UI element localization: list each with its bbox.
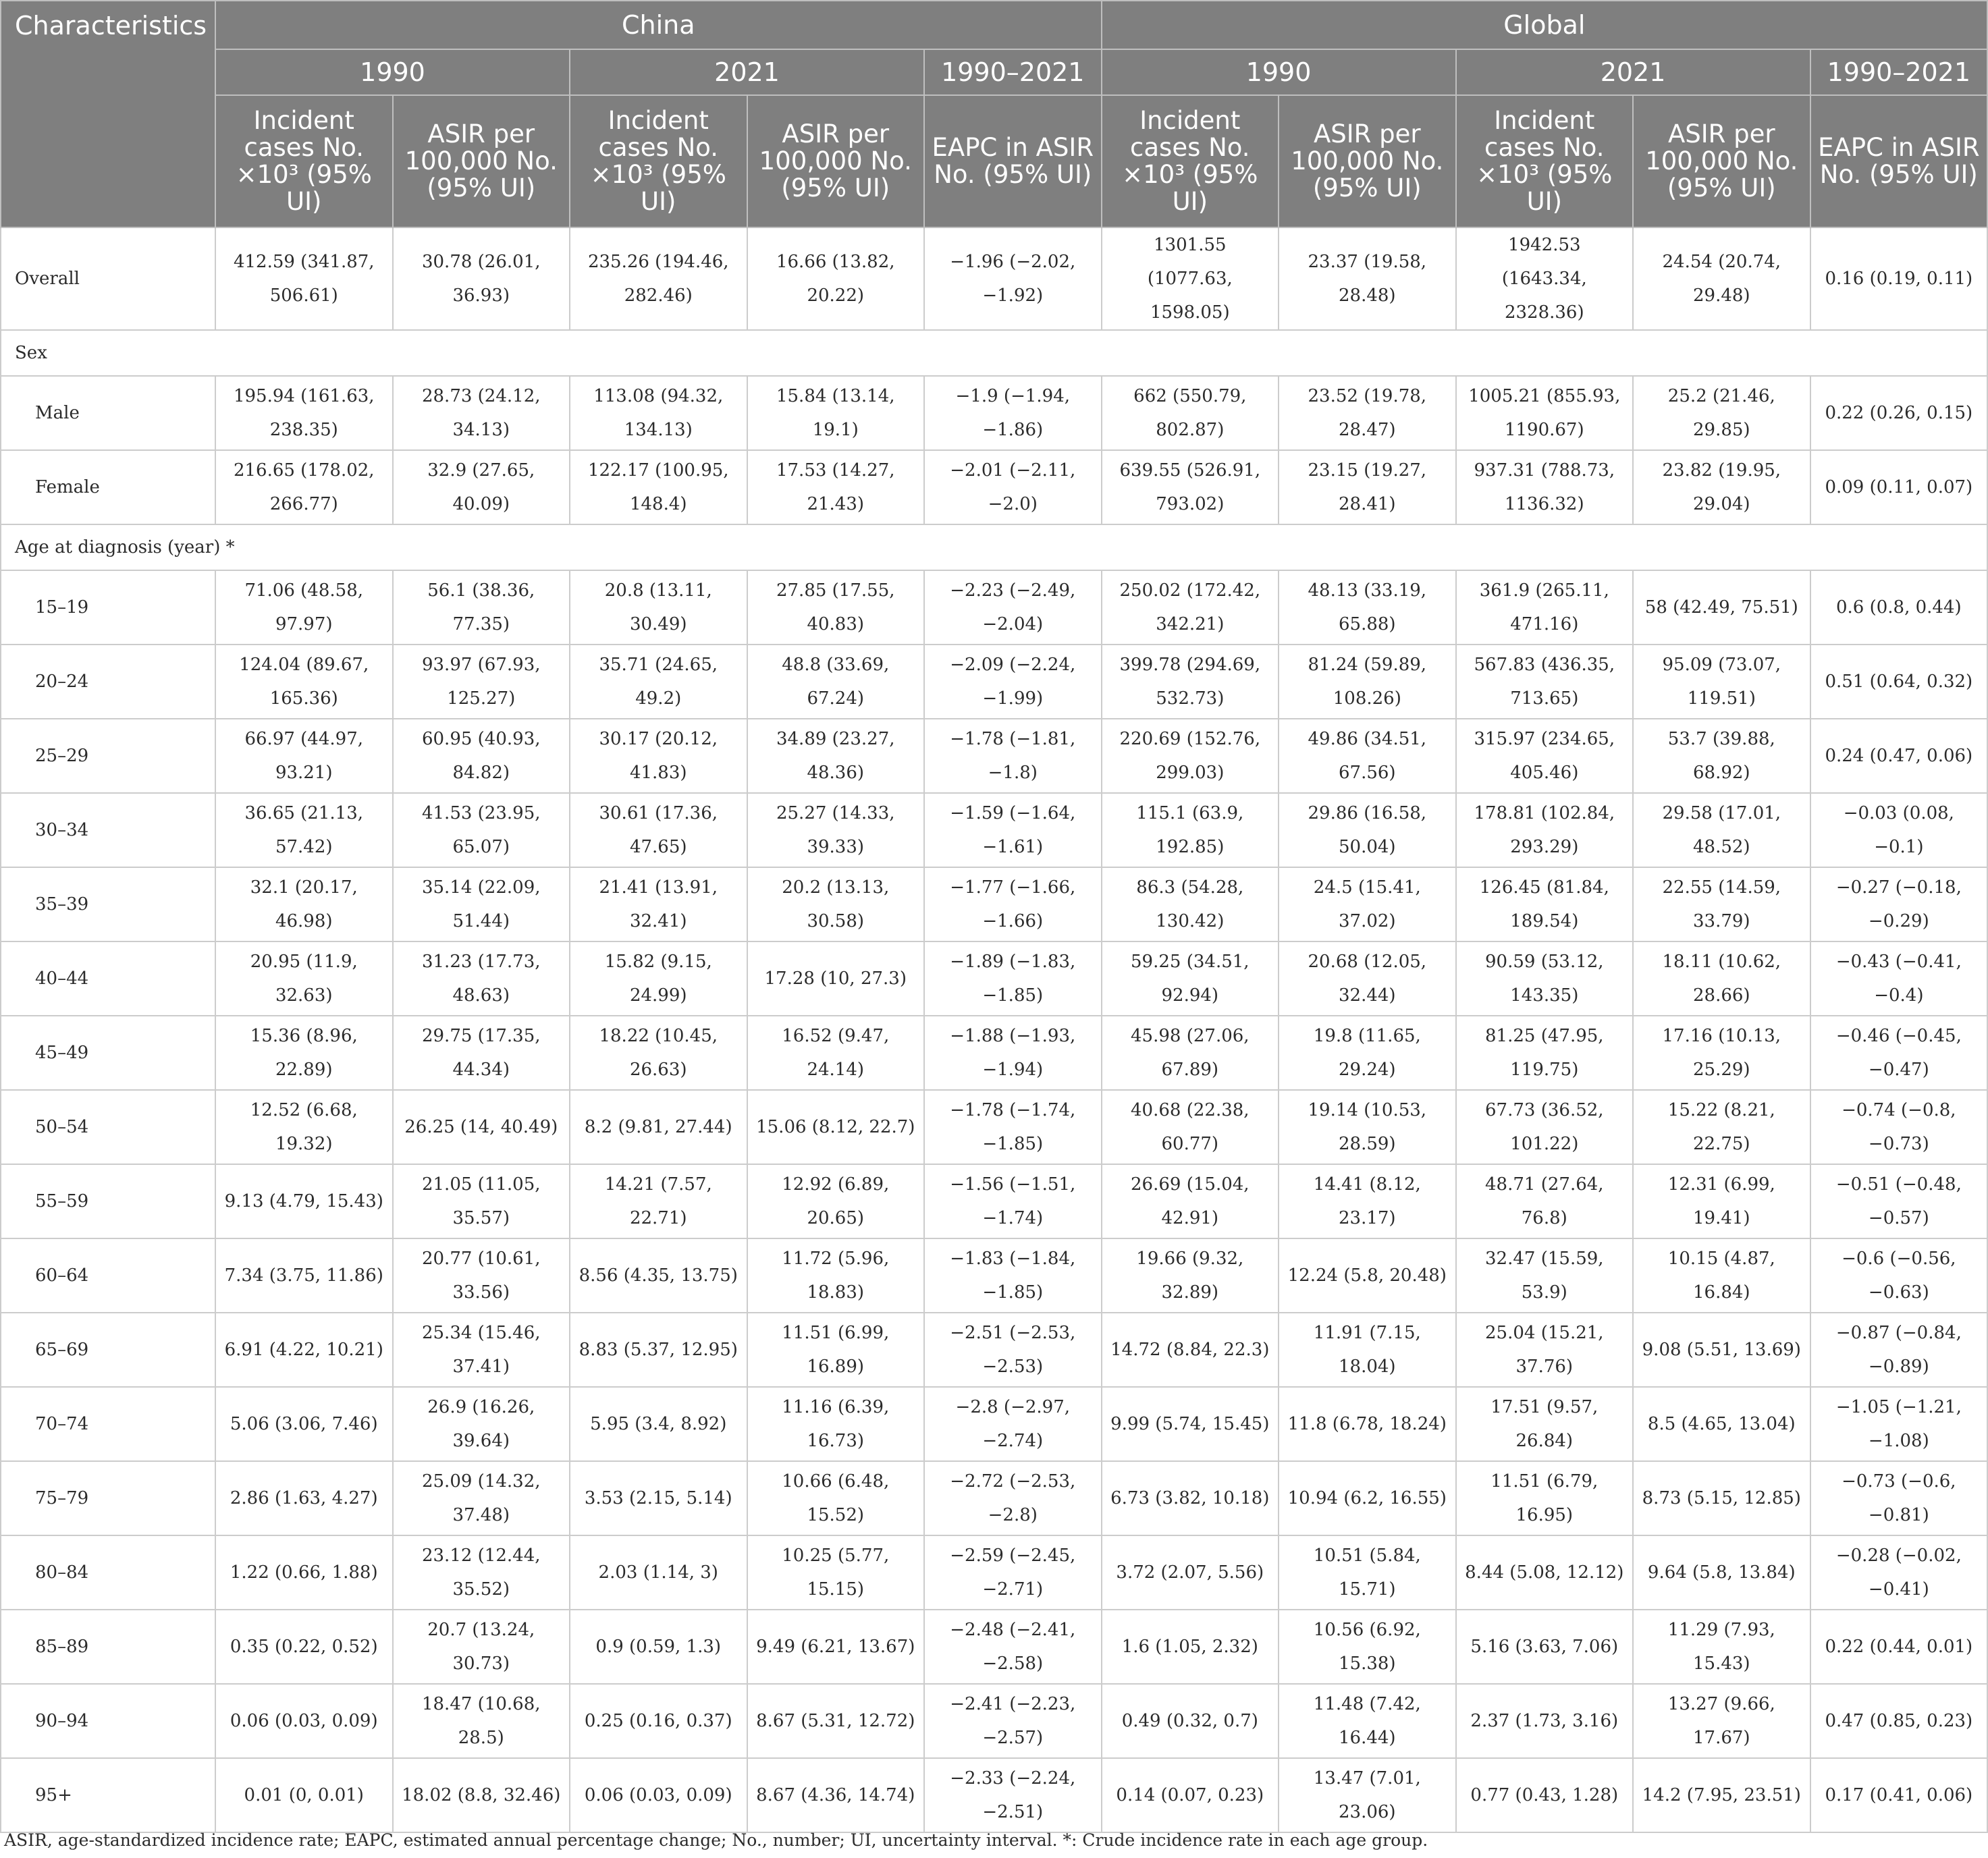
table-cell: 10.94 (6.2, 16.55) bbox=[1279, 1461, 1456, 1535]
table-cell: 26.9 (16.26, 39.64) bbox=[393, 1387, 570, 1461]
table-cell: 18.22 (10.45, 26.63) bbox=[570, 1016, 747, 1090]
table-cell: 9.99 (5.74, 15.45) bbox=[1102, 1387, 1279, 1461]
table-cell: 48.13 (33.19, 65.88) bbox=[1279, 570, 1456, 645]
table-cell: 30.17 (20.12, 41.83) bbox=[570, 719, 747, 793]
table-cell: 14.41 (8.12, 23.17) bbox=[1279, 1164, 1456, 1238]
table-cell: −1.77 (−1.66, −1.66) bbox=[924, 867, 1102, 941]
table-cell: 412.59 (341.87, 506.61) bbox=[215, 227, 393, 330]
section-label: Sex bbox=[1, 330, 1987, 376]
row-label: 20–24 bbox=[1, 645, 215, 719]
metric-header: ASIR per 100,000 No. (95% UI) bbox=[1633, 95, 1810, 227]
metric-header: Incident cases No. ×10³ (95% UI) bbox=[1456, 95, 1634, 227]
table-cell: −0.28 (−0.02, −0.41) bbox=[1810, 1535, 1988, 1610]
row-label: 70–74 bbox=[1, 1387, 215, 1461]
table-cell: 15.36 (8.96, 22.89) bbox=[215, 1016, 393, 1090]
table-cell: 5.16 (3.63, 7.06) bbox=[1456, 1610, 1634, 1684]
table-cell: 2.86 (1.63, 4.27) bbox=[215, 1461, 393, 1535]
table-cell: 10.56 (6.92, 15.38) bbox=[1279, 1610, 1456, 1684]
metric-header: ASIR per 100,000 No. (95% UI) bbox=[1279, 95, 1456, 227]
table-cell: 0.06 (0.03, 0.09) bbox=[570, 1758, 747, 1832]
table-cell: 81.25 (47.95, 119.75) bbox=[1456, 1016, 1634, 1090]
table-cell: 399.78 (294.69, 532.73) bbox=[1102, 645, 1279, 719]
row-label: 80–84 bbox=[1, 1535, 215, 1610]
table-cell: 32.9 (27.65, 40.09) bbox=[393, 450, 570, 524]
table-cell: −0.27 (−0.18, −0.29) bbox=[1810, 867, 1988, 941]
table-row bbox=[1, 867, 1987, 941]
table-row bbox=[1, 1313, 1987, 1387]
table-cell: 10.66 (6.48, 15.52) bbox=[747, 1461, 925, 1535]
section-row bbox=[1, 524, 1987, 570]
table-cell: 24.5 (15.41, 37.02) bbox=[1279, 867, 1456, 941]
table-cell: 126.45 (81.84, 189.54) bbox=[1456, 867, 1634, 941]
table-cell: 67.73 (36.52, 101.22) bbox=[1456, 1090, 1634, 1164]
table-cell: 9.49 (6.21, 13.67) bbox=[747, 1610, 925, 1684]
table-row bbox=[1, 450, 1987, 524]
table-cell: 30.61 (17.36, 47.65) bbox=[570, 793, 747, 867]
table-cell: 17.51 (9.57, 26.84) bbox=[1456, 1387, 1634, 1461]
row-label: Female bbox=[1, 450, 215, 524]
group-header-global: Global bbox=[1102, 1, 1988, 49]
year-header: 1990 bbox=[215, 49, 570, 95]
table-row bbox=[1, 227, 1987, 330]
year-header: 1990–2021 bbox=[924, 49, 1102, 95]
table-cell: −2.8 (−2.97, −2.74) bbox=[924, 1387, 1102, 1461]
table-cell: 2.03 (1.14, 3) bbox=[570, 1535, 747, 1610]
table-row bbox=[1, 645, 1987, 719]
table-cell: 1005.21 (855.93, 1190.67) bbox=[1456, 376, 1634, 450]
table-cell: −2.48 (−2.41, −2.58) bbox=[924, 1610, 1102, 1684]
table-cell: 8.73 (5.15, 12.85) bbox=[1633, 1461, 1810, 1535]
table-cell: 48.71 (27.64, 76.8) bbox=[1456, 1164, 1634, 1238]
table-row bbox=[1, 1090, 1987, 1164]
row-label: 65–69 bbox=[1, 1313, 215, 1387]
table-cell: 11.91 (7.15, 18.04) bbox=[1279, 1313, 1456, 1387]
table-cell: 53.7 (39.88, 68.92) bbox=[1633, 719, 1810, 793]
table-cell: 16.52 (9.47, 24.14) bbox=[747, 1016, 925, 1090]
table-cell: 15.22 (8.21, 22.75) bbox=[1633, 1090, 1810, 1164]
table-cell: 122.17 (100.95, 148.4) bbox=[570, 450, 747, 524]
table-cell: 2.37 (1.73, 3.16) bbox=[1456, 1684, 1634, 1758]
table-cell: −2.09 (−2.24, −1.99) bbox=[924, 645, 1102, 719]
table-cell: 0.22 (0.26, 0.15) bbox=[1810, 376, 1988, 450]
table-cell: −1.9 (−1.94, −1.86) bbox=[924, 376, 1102, 450]
table-cell: 216.65 (178.02, 266.77) bbox=[215, 450, 393, 524]
year-header: 2021 bbox=[1456, 49, 1810, 95]
table-cell: −1.88 (−1.93, −1.94) bbox=[924, 1016, 1102, 1090]
table-cell: 20.8 (13.11, 30.49) bbox=[570, 570, 747, 645]
table-cell: −0.6 (−0.56, −0.63) bbox=[1810, 1238, 1988, 1313]
table-cell: 15.82 (9.15, 24.99) bbox=[570, 941, 747, 1016]
table-cell: 29.75 (17.35, 44.34) bbox=[393, 1016, 570, 1090]
table-cell: 36.65 (21.13, 57.42) bbox=[215, 793, 393, 867]
table-cell: 10.25 (5.77, 15.15) bbox=[747, 1535, 925, 1610]
table-cell: −0.43 (−0.41, −0.4) bbox=[1810, 941, 1988, 1016]
table-cell: 15.06 (8.12, 22.7) bbox=[747, 1090, 925, 1164]
table-cell: 0.24 (0.47, 0.06) bbox=[1810, 719, 1988, 793]
table-cell: 40.68 (22.38, 60.77) bbox=[1102, 1090, 1279, 1164]
table-cell: 1.22 (0.66, 1.88) bbox=[215, 1535, 393, 1610]
table-cell: 195.94 (161.63, 238.35) bbox=[215, 376, 393, 450]
section-row bbox=[1, 330, 1987, 376]
table-cell: 30.78 (26.01, 36.93) bbox=[393, 227, 570, 330]
table-cell: 20.77 (10.61, 33.56) bbox=[393, 1238, 570, 1313]
table-cell: −1.78 (−1.74, −1.85) bbox=[924, 1090, 1102, 1164]
table-cell: 17.16 (10.13, 25.29) bbox=[1633, 1016, 1810, 1090]
table-cell: 90.59 (53.12, 143.35) bbox=[1456, 941, 1634, 1016]
table-cell: 34.89 (23.27, 48.36) bbox=[747, 719, 925, 793]
table-cell: 12.24 (5.8, 20.48) bbox=[1279, 1238, 1456, 1313]
table-cell: −2.41 (−2.23, −2.57) bbox=[924, 1684, 1102, 1758]
table-cell: 19.66 (9.32, 32.89) bbox=[1102, 1238, 1279, 1313]
table-cell: 178.81 (102.84, 293.29) bbox=[1456, 793, 1634, 867]
row-label: 50–54 bbox=[1, 1090, 215, 1164]
table-row bbox=[1, 1535, 1987, 1610]
table-body bbox=[1, 227, 1987, 1832]
table-row bbox=[1, 793, 1987, 867]
table-cell: 24.54 (20.74, 29.48) bbox=[1633, 227, 1810, 330]
table-cell: 12.31 (6.99, 19.41) bbox=[1633, 1164, 1810, 1238]
row-label: 85–89 bbox=[1, 1610, 215, 1684]
table-cell: 93.97 (67.93, 125.27) bbox=[393, 645, 570, 719]
table-cell: −1.89 (−1.83, −1.85) bbox=[924, 941, 1102, 1016]
table-cell: 95.09 (73.07, 119.51) bbox=[1633, 645, 1810, 719]
table-cell: −2.72 (−2.53, −2.8) bbox=[924, 1461, 1102, 1535]
row-label: 45–49 bbox=[1, 1016, 215, 1090]
table-cell: 19.8 (11.65, 29.24) bbox=[1279, 1016, 1456, 1090]
table-cell: 250.02 (172.42, 342.21) bbox=[1102, 570, 1279, 645]
table-row bbox=[1, 941, 1987, 1016]
table-cell: 8.83 (5.37, 12.95) bbox=[570, 1313, 747, 1387]
table-cell: 0.17 (0.41, 0.06) bbox=[1810, 1758, 1988, 1832]
table-cell: 315.97 (234.65, 405.46) bbox=[1456, 719, 1634, 793]
table-cell: 25.04 (15.21, 37.76) bbox=[1456, 1313, 1634, 1387]
table-cell: 113.08 (94.32, 134.13) bbox=[570, 376, 747, 450]
table-cell: 8.56 (4.35, 13.75) bbox=[570, 1238, 747, 1313]
group-header-china: China bbox=[215, 1, 1102, 49]
table-cell: 25.34 (15.46, 37.41) bbox=[393, 1313, 570, 1387]
table-row bbox=[1, 376, 1987, 450]
section-label: Age at diagnosis (year) * bbox=[1, 524, 1987, 570]
table-cell: 11.51 (6.99, 16.89) bbox=[747, 1313, 925, 1387]
table-row bbox=[1, 719, 1987, 793]
table-cell: 0.16 (0.19, 0.11) bbox=[1810, 227, 1988, 330]
table-cell: 9.08 (5.51, 13.69) bbox=[1633, 1313, 1810, 1387]
table-row bbox=[1, 1461, 1987, 1535]
table-cell: 0.51 (0.64, 0.32) bbox=[1810, 645, 1988, 719]
table-cell: −0.46 (−0.45, −0.47) bbox=[1810, 1016, 1988, 1090]
row-label: Overall bbox=[1, 227, 215, 330]
table-cell: −0.73 (−0.6, −0.81) bbox=[1810, 1461, 1988, 1535]
table-cell: 66.97 (44.97, 93.21) bbox=[215, 719, 393, 793]
table-footnote: ASIR, age-standardized incidence rate; EAPC, estimated annual percentage change; No., number; UI, uncertainty interval. *: Crude incidence rate in each age group. bbox=[4, 1830, 1428, 1850]
table-cell: 16.66 (13.82, 20.22) bbox=[747, 227, 925, 330]
table-cell: 0.01 (0, 0.01) bbox=[215, 1758, 393, 1832]
metric-header: Incident cases No. ×10³ (95% UI) bbox=[215, 95, 393, 227]
table-cell: 29.86 (16.58, 50.04) bbox=[1279, 793, 1456, 867]
table-cell: 1301.55 (1077.63, 1598.05) bbox=[1102, 227, 1279, 330]
row-label: 90–94 bbox=[1, 1684, 215, 1758]
table-cell: −1.83 (−1.84, −1.85) bbox=[924, 1238, 1102, 1313]
metric-header: ASIR per 100,000 No. (95% UI) bbox=[393, 95, 570, 227]
table-cell: 21.41 (13.91, 32.41) bbox=[570, 867, 747, 941]
table-cell: −2.23 (−2.49, −2.04) bbox=[924, 570, 1102, 645]
table-cell: 662 (550.79, 802.87) bbox=[1102, 376, 1279, 450]
table-cell: 14.21 (7.57, 22.71) bbox=[570, 1164, 747, 1238]
metric-header: EAPC in ASIR No. (95% UI) bbox=[924, 95, 1102, 227]
table-cell: 1942.53 (1643.34, 2328.36) bbox=[1456, 227, 1634, 330]
table-cell: 9.13 (4.79, 15.43) bbox=[215, 1164, 393, 1238]
table-cell: −0.87 (−0.84, −0.89) bbox=[1810, 1313, 1988, 1387]
table-cell: 5.06 (3.06, 7.46) bbox=[215, 1387, 393, 1461]
table-cell: 59.25 (34.51, 92.94) bbox=[1102, 941, 1279, 1016]
table-cell: 7.34 (3.75, 11.86) bbox=[215, 1238, 393, 1313]
table-row bbox=[1, 1016, 1987, 1090]
table-row bbox=[1, 1610, 1987, 1684]
table-cell: 60.95 (40.93, 84.82) bbox=[393, 719, 570, 793]
table-cell: 220.69 (152.76, 299.03) bbox=[1102, 719, 1279, 793]
table-cell: 27.85 (17.55, 40.83) bbox=[747, 570, 925, 645]
row-label: 95+ bbox=[1, 1758, 215, 1832]
table-cell: 235.26 (194.46, 282.46) bbox=[570, 227, 747, 330]
table-cell: 17.28 (10, 27.3) bbox=[747, 941, 925, 1016]
table-cell: 6.73 (3.82, 10.18) bbox=[1102, 1461, 1279, 1535]
table-cell: −0.51 (−0.48, −0.57) bbox=[1810, 1164, 1988, 1238]
table-cell: 12.52 (6.68, 19.32) bbox=[215, 1090, 393, 1164]
row-label: 35–39 bbox=[1, 867, 215, 941]
table-cell: 45.98 (27.06, 67.89) bbox=[1102, 1016, 1279, 1090]
table-cell: 23.37 (19.58, 28.48) bbox=[1279, 227, 1456, 330]
table-row bbox=[1, 570, 1987, 645]
characteristics-header: Characteristics bbox=[1, 1, 215, 227]
table-cell: 48.8 (33.69, 67.24) bbox=[747, 645, 925, 719]
table-cell: 56.1 (38.36, 77.35) bbox=[393, 570, 570, 645]
table-cell: 29.58 (17.01, 48.52) bbox=[1633, 793, 1810, 867]
table-cell: 28.73 (24.12, 34.13) bbox=[393, 376, 570, 450]
table-cell: 115.1 (63.9, 192.85) bbox=[1102, 793, 1279, 867]
table-cell: 10.15 (4.87, 16.84) bbox=[1633, 1238, 1810, 1313]
table-cell: 8.44 (5.08, 12.12) bbox=[1456, 1535, 1634, 1610]
table-cell: 26.25 (14, 40.49) bbox=[393, 1090, 570, 1164]
row-label: 40–44 bbox=[1, 941, 215, 1016]
table-cell: −2.51 (−2.53, −2.53) bbox=[924, 1313, 1102, 1387]
table-cell: 0.6 (0.8, 0.44) bbox=[1810, 570, 1988, 645]
table-cell: 20.68 (12.05, 32.44) bbox=[1279, 941, 1456, 1016]
table-row bbox=[1, 1238, 1987, 1313]
table-cell: 49.86 (34.51, 67.56) bbox=[1279, 719, 1456, 793]
table-cell: 639.55 (526.91, 793.02) bbox=[1102, 450, 1279, 524]
table-cell: 14.2 (7.95, 23.51) bbox=[1633, 1758, 1810, 1832]
table-cell: 17.53 (14.27, 21.43) bbox=[747, 450, 925, 524]
table-cell: 8.5 (4.65, 13.04) bbox=[1633, 1387, 1810, 1461]
table-cell: −1.59 (−1.64, −1.61) bbox=[924, 793, 1102, 867]
table-cell: 0.14 (0.07, 0.23) bbox=[1102, 1758, 1279, 1832]
table-cell: 10.51 (5.84, 15.71) bbox=[1279, 1535, 1456, 1610]
table-cell: 8.67 (4.36, 14.74) bbox=[747, 1758, 925, 1832]
row-label: 30–34 bbox=[1, 793, 215, 867]
table-cell: 12.92 (6.89, 20.65) bbox=[747, 1164, 925, 1238]
table-cell: −1.56 (−1.51, −1.74) bbox=[924, 1164, 1102, 1238]
metric-header: Incident cases No. ×10³ (95% UI) bbox=[570, 95, 747, 227]
table-cell: 35.71 (24.65, 49.2) bbox=[570, 645, 747, 719]
table-cell: 32.47 (15.59, 53.9) bbox=[1456, 1238, 1634, 1313]
table-cell: 31.23 (17.73, 48.63) bbox=[393, 941, 570, 1016]
table-cell: 41.53 (23.95, 65.07) bbox=[393, 793, 570, 867]
table-cell: 13.47 (7.01, 23.06) bbox=[1279, 1758, 1456, 1832]
table-cell: −0.03 (0.08, −0.1) bbox=[1810, 793, 1988, 867]
table-row bbox=[1, 1164, 1987, 1238]
table-cell: 0.9 (0.59, 1.3) bbox=[570, 1610, 747, 1684]
table-cell: 32.1 (20.17, 46.98) bbox=[215, 867, 393, 941]
table-cell: −1.96 (−2.02, −1.92) bbox=[924, 227, 1102, 330]
table-cell: 20.95 (11.9, 32.63) bbox=[215, 941, 393, 1016]
year-header: 1990 bbox=[1102, 49, 1456, 95]
table-cell: 18.02 (8.8, 32.46) bbox=[393, 1758, 570, 1832]
table-cell: 25.27 (14.33, 39.33) bbox=[747, 793, 925, 867]
table-cell: 0.49 (0.32, 0.7) bbox=[1102, 1684, 1279, 1758]
table-cell: 21.05 (11.05, 35.57) bbox=[393, 1164, 570, 1238]
table-cell: −1.78 (−1.81, −1.8) bbox=[924, 719, 1102, 793]
metric-header: EAPC in ASIR No. (95% UI) bbox=[1810, 95, 1988, 227]
table-cell: 25.09 (14.32, 37.48) bbox=[393, 1461, 570, 1535]
table-cell: 26.69 (15.04, 42.91) bbox=[1102, 1164, 1279, 1238]
table-cell: 1.6 (1.05, 2.32) bbox=[1102, 1610, 1279, 1684]
table-cell: 8.2 (9.81, 27.44) bbox=[570, 1090, 747, 1164]
table-cell: 35.14 (22.09, 51.44) bbox=[393, 867, 570, 941]
row-label: Male bbox=[1, 376, 215, 450]
metric-header: ASIR per 100,000 No. (95% UI) bbox=[747, 95, 925, 227]
table-cell: 23.12 (12.44, 35.52) bbox=[393, 1535, 570, 1610]
metric-header: Incident cases No. ×10³ (95% UI) bbox=[1102, 95, 1279, 227]
table-cell: 25.2 (21.46, 29.85) bbox=[1633, 376, 1810, 450]
table-cell: 0.47 (0.85, 0.23) bbox=[1810, 1684, 1988, 1758]
table-cell: 18.11 (10.62, 28.66) bbox=[1633, 941, 1810, 1016]
table-header bbox=[1, 1, 1987, 227]
table-cell: 11.72 (5.96, 18.83) bbox=[747, 1238, 925, 1313]
row-label: 60–64 bbox=[1, 1238, 215, 1313]
table-cell: 937.31 (788.73, 1136.32) bbox=[1456, 450, 1634, 524]
table-cell: 9.64 (5.8, 13.84) bbox=[1633, 1535, 1810, 1610]
table-cell: 20.2 (13.13, 30.58) bbox=[747, 867, 925, 941]
table-cell: −2.59 (−2.45, −2.71) bbox=[924, 1535, 1102, 1610]
table-cell: 23.82 (19.95, 29.04) bbox=[1633, 450, 1810, 524]
table-cell: −1.05 (−1.21, −1.08) bbox=[1810, 1387, 1988, 1461]
table-cell: 23.15 (19.27, 28.41) bbox=[1279, 450, 1456, 524]
table-cell: 0.25 (0.16, 0.37) bbox=[570, 1684, 747, 1758]
table-cell: 0.22 (0.44, 0.01) bbox=[1810, 1610, 1988, 1684]
table-cell: 6.91 (4.22, 10.21) bbox=[215, 1313, 393, 1387]
table-cell: 18.47 (10.68, 28.5) bbox=[393, 1684, 570, 1758]
table-cell: 58 (42.49, 75.51) bbox=[1633, 570, 1810, 645]
table-cell: 11.8 (6.78, 18.24) bbox=[1279, 1387, 1456, 1461]
table-cell: −2.33 (−2.24, −2.51) bbox=[924, 1758, 1102, 1832]
table-cell: 19.14 (10.53, 28.59) bbox=[1279, 1090, 1456, 1164]
table-cell: 3.72 (2.07, 5.56) bbox=[1102, 1535, 1279, 1610]
table-cell: 81.24 (59.89, 108.26) bbox=[1279, 645, 1456, 719]
table-cell: 3.53 (2.15, 5.14) bbox=[570, 1461, 747, 1535]
year-header: 1990–2021 bbox=[1810, 49, 1988, 95]
table-cell: 0.09 (0.11, 0.07) bbox=[1810, 450, 1988, 524]
row-label: 75–79 bbox=[1, 1461, 215, 1535]
year-header: 2021 bbox=[570, 49, 924, 95]
table-row bbox=[1, 1387, 1987, 1461]
table-row bbox=[1, 1684, 1987, 1758]
row-label: 15–19 bbox=[1, 570, 215, 645]
table-cell: 23.52 (19.78, 28.47) bbox=[1279, 376, 1456, 450]
table-cell: 13.27 (9.66, 17.67) bbox=[1633, 1684, 1810, 1758]
table-cell: 11.51 (6.79, 16.95) bbox=[1456, 1461, 1634, 1535]
table-cell: 11.29 (7.93, 15.43) bbox=[1633, 1610, 1810, 1684]
table-cell: 11.16 (6.39, 16.73) bbox=[747, 1387, 925, 1461]
table-cell: 124.04 (89.67, 165.36) bbox=[215, 645, 393, 719]
table-cell: 14.72 (8.84, 22.3) bbox=[1102, 1313, 1279, 1387]
table-cell: 0.06 (0.03, 0.09) bbox=[215, 1684, 393, 1758]
table-cell: 15.84 (13.14, 19.1) bbox=[747, 376, 925, 450]
row-label: 55–59 bbox=[1, 1164, 215, 1238]
table-cell: 0.35 (0.22, 0.52) bbox=[215, 1610, 393, 1684]
table-cell: 567.83 (436.35, 713.65) bbox=[1456, 645, 1634, 719]
table-cell: 71.06 (48.58, 97.97) bbox=[215, 570, 393, 645]
row-label: 25–29 bbox=[1, 719, 215, 793]
table-cell: −2.01 (−2.11, −2.0) bbox=[924, 450, 1102, 524]
table-cell: 8.67 (5.31, 12.72) bbox=[747, 1684, 925, 1758]
table-cell: 11.48 (7.42, 16.44) bbox=[1279, 1684, 1456, 1758]
table-cell: 361.9 (265.11, 471.16) bbox=[1456, 570, 1634, 645]
table-cell: 20.7 (13.24, 30.73) bbox=[393, 1610, 570, 1684]
table-cell: 22.55 (14.59, 33.79) bbox=[1633, 867, 1810, 941]
table-cell: 5.95 (3.4, 8.92) bbox=[570, 1387, 747, 1461]
table-cell: 86.3 (54.28, 130.42) bbox=[1102, 867, 1279, 941]
table-cell: −0.74 (−0.8, −0.73) bbox=[1810, 1090, 1988, 1164]
table-cell: 0.77 (0.43, 1.28) bbox=[1456, 1758, 1634, 1832]
table-row bbox=[1, 1758, 1987, 1832]
